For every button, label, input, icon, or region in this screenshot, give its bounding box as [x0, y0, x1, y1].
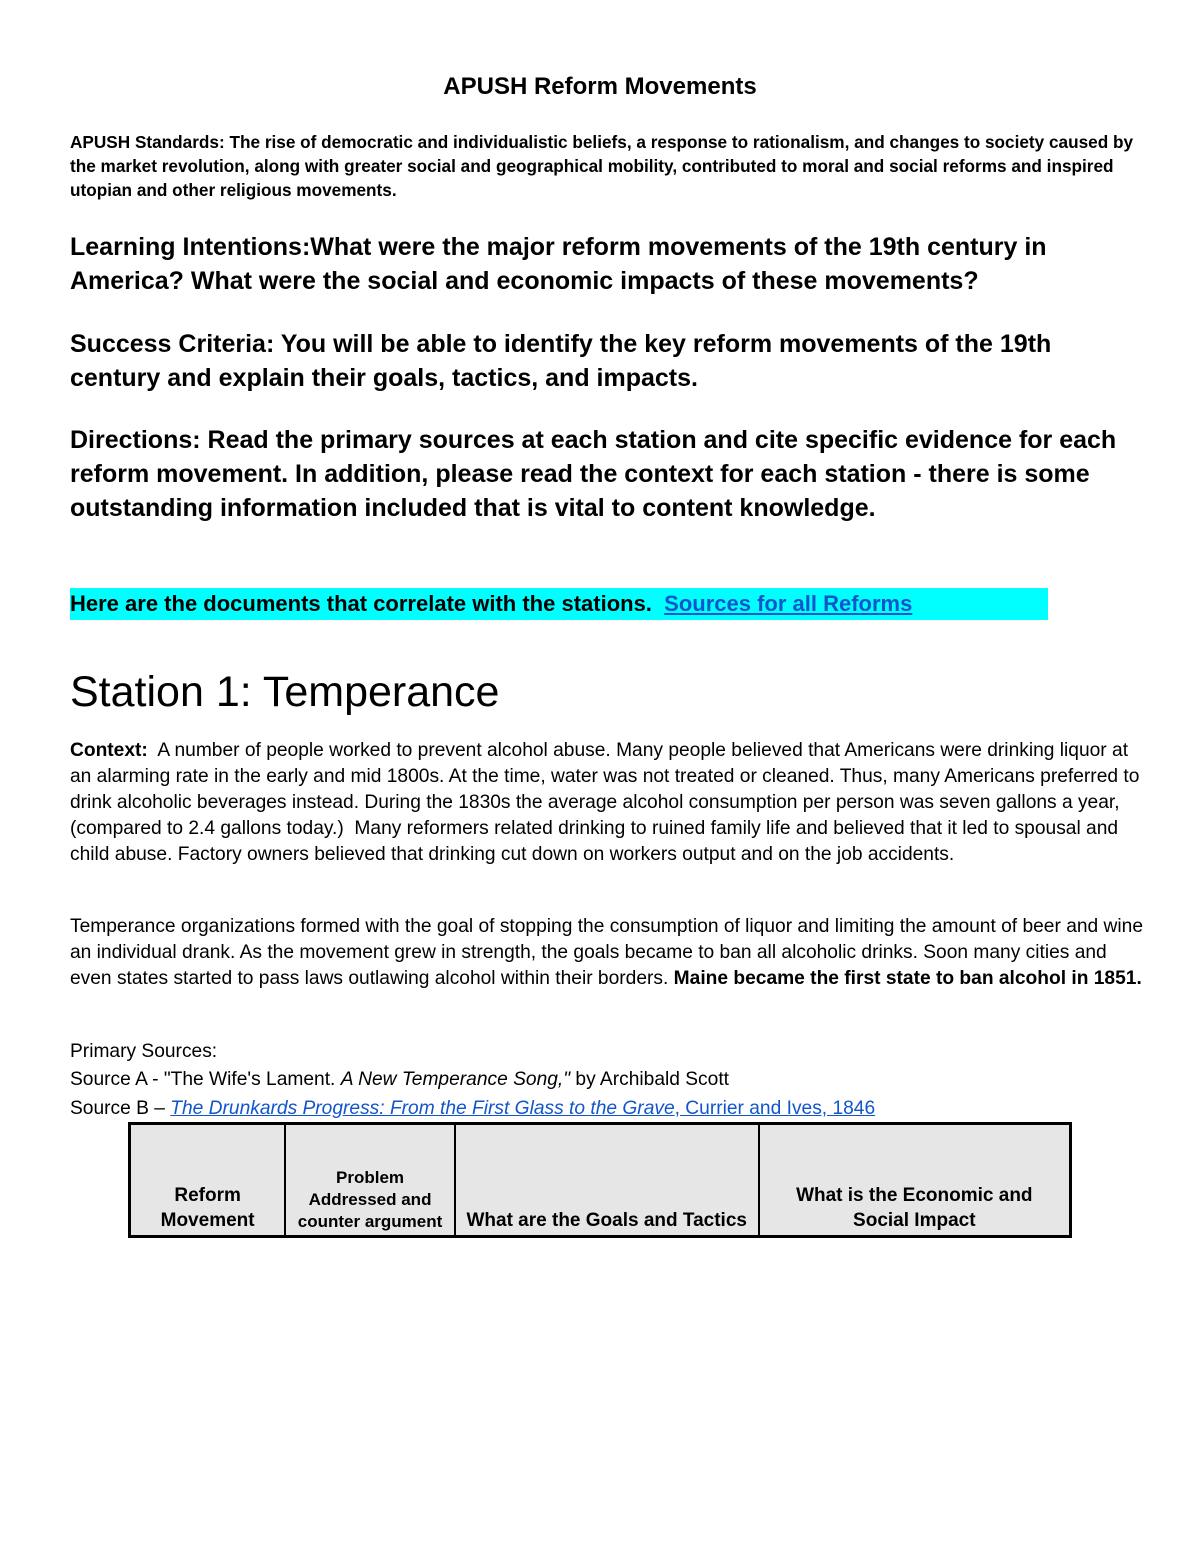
apush-standards: APUSH Standards: The rise of democratic and individualistic beliefs, a response to rationalism, and changes to society caused by the market revolution, along with greater social and geographical mobility, contributed to moral and social reforms and inspired utopian and other religious movements. [70, 132, 1134, 200]
source-a [70, 1066, 729, 1094]
table-header-row [130, 1124, 1071, 1237]
station-title: Station 1: Temperance [70, 668, 500, 716]
source-b [70, 1095, 875, 1123]
temperance-text: Temperance organizations formed with the goal of stopping the consumption of liquor and limiting the amount of beer and wine an individual drank. As the movement grew in strength, the goals became to ban all alcoholic drinks. Soon many cities and even states started to pass laws outlawing alcohol within their borders. [70, 916, 1144, 989]
source-a-prefix: Source A - "The Wife's Lament. [70, 1069, 341, 1090]
source-b-link[interactable] [170, 1098, 875, 1119]
source-b-prefix: Source B – [70, 1098, 171, 1119]
maine-ban-text: Maine became the first state to ban alcohol in 1851. [673, 968, 1142, 989]
learning-intentions: Learning Intentions:What were the major reform movements of the 19th century in America? What were the social and economic impacts of these movements? [70, 233, 1047, 295]
sources-link[interactable]: Sources for all Reforms [664, 591, 913, 616]
directions: Directions: Read the primary sources at each station and cite specific evidence for each reform movement. In addition, please read the context for each station - there is some outstanding information included that is vital to content knowledge. [70, 426, 1117, 522]
primary-sources-label: Primary Sources: [70, 1041, 218, 1062]
success-criteria: Success Criteria: You will be able to identify the key reform movements of the 19th century and explain their goals, tactics, and impacts. [70, 330, 1052, 392]
header-economic-social-impact: What is the Economic and Social Impact [759, 1124, 1071, 1237]
documents-note [70, 588, 1048, 620]
document-title: APUSH Reform Movements [443, 73, 757, 100]
reform-table [128, 1122, 1072, 1238]
source-a-suffix: by Archibald Scott [570, 1069, 729, 1090]
header-reform-movement: Reform Movement [130, 1124, 286, 1237]
header-problem-addressed: Problem Addressed and counter argument [285, 1124, 455, 1237]
source-b-link-rest[interactable]: , Currier and Ives, 1846 [674, 1098, 876, 1119]
documents-note-text: Here are the documents that correlate with the stations. [70, 591, 665, 616]
temperance-paragraph [70, 914, 1145, 992]
source-a-title: A New Temperance Song," [340, 1069, 571, 1090]
source-b-link-title[interactable]: The Drunkards Progress: From the First Glass to the Grave [170, 1098, 675, 1119]
context-text: A number of people worked to prevent alcohol abuse. Many people believed that Americans were drinking liquor at an alarming rate in the early and mid 1800s. At the time, water was not treated or cleaned. Thus, many Americans preferred to drink alcoholic beverages instead. During the 1830s the average alcohol consumption per person was seven gallons a year, (compared to 2.4 gallons today.) Many reformers related drinking to ruined family life and believed that it led to spousal and child abuse. Factory owners believed that drinking cut down on workers output and on the job accidents. [70, 740, 1145, 865]
header-goals-tactics: What are the Goals and Tactics [455, 1124, 759, 1237]
context-label: Context: [70, 740, 148, 761]
context-paragraph [70, 738, 1145, 868]
